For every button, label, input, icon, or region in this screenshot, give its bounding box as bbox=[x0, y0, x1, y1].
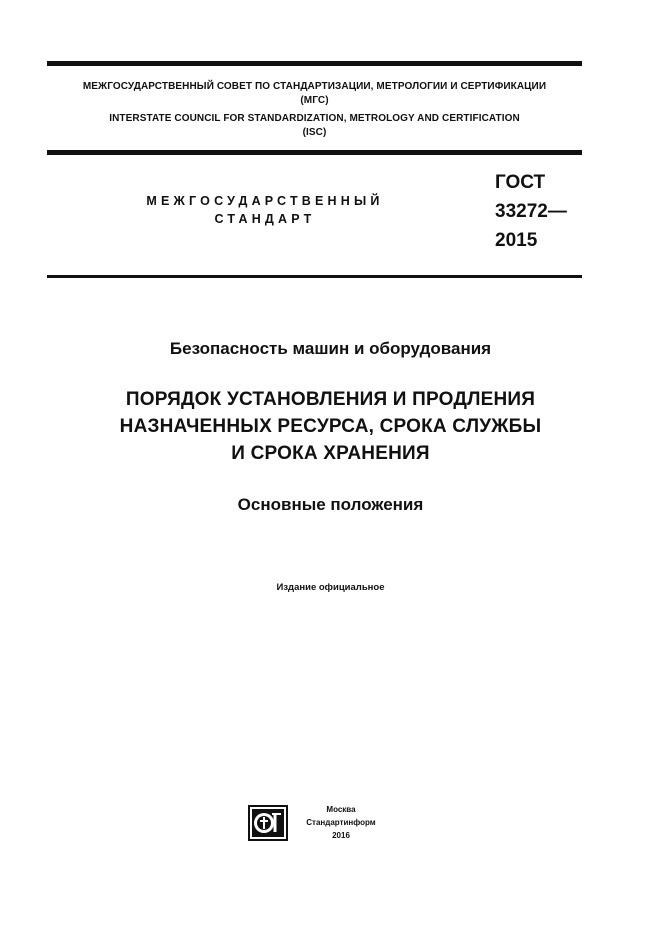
edition-label: Издание официальное bbox=[276, 582, 385, 593]
standartinform-logo-icon bbox=[248, 805, 288, 841]
gost-prefix: ГОСТ bbox=[495, 172, 546, 193]
gost-number: 33272— bbox=[495, 201, 567, 222]
standard-kind-line1: МЕЖГОСУДАРСТВЕННЫЙ bbox=[146, 194, 384, 208]
council-bottom-rule bbox=[47, 150, 582, 155]
council-en-line1: INTERSTATE COUNCIL FOR STANDARDIZATION, METROLOGY AND CERTIFICATION bbox=[109, 113, 520, 124]
council-ru-line1: МЕЖГОСУДАРСТВЕННЫЙ СОВЕТ ПО СТАНДАРТИЗАЦИИ, МЕТРОЛОГИИ И СЕРТИФИКАЦИИ bbox=[82, 81, 547, 92]
top-rule bbox=[47, 61, 582, 66]
header-bottom-rule bbox=[47, 275, 582, 278]
document-title-line1: ПОРЯДОК УСТАНОВЛЕНИЯ И ПРОДЛЕНИЯ bbox=[125, 389, 536, 410]
publisher-year: 2016 bbox=[332, 831, 350, 840]
publisher-name: Стандартинформ bbox=[306, 818, 376, 827]
council-ru-abbr: (МГС) bbox=[300, 95, 329, 106]
standard-kind-line2: СТАНДАРТ bbox=[214, 212, 316, 226]
gost-year: 2015 bbox=[495, 230, 538, 251]
council-en-abbr: (ISC) bbox=[302, 127, 327, 138]
publisher-block bbox=[296, 803, 386, 842]
publisher-city: Москва bbox=[326, 805, 356, 814]
document-title-line3: И СРОКА ХРАНЕНИЯ bbox=[231, 443, 430, 464]
document-subtitle: Основные положения bbox=[237, 495, 424, 514]
document-subject: Безопасность машин и оборудования bbox=[169, 339, 492, 358]
document-title-line2: НАЗНАЧЕННЫХ РЕСУРСА, СРОКА СЛУЖБЫ bbox=[119, 416, 542, 437]
